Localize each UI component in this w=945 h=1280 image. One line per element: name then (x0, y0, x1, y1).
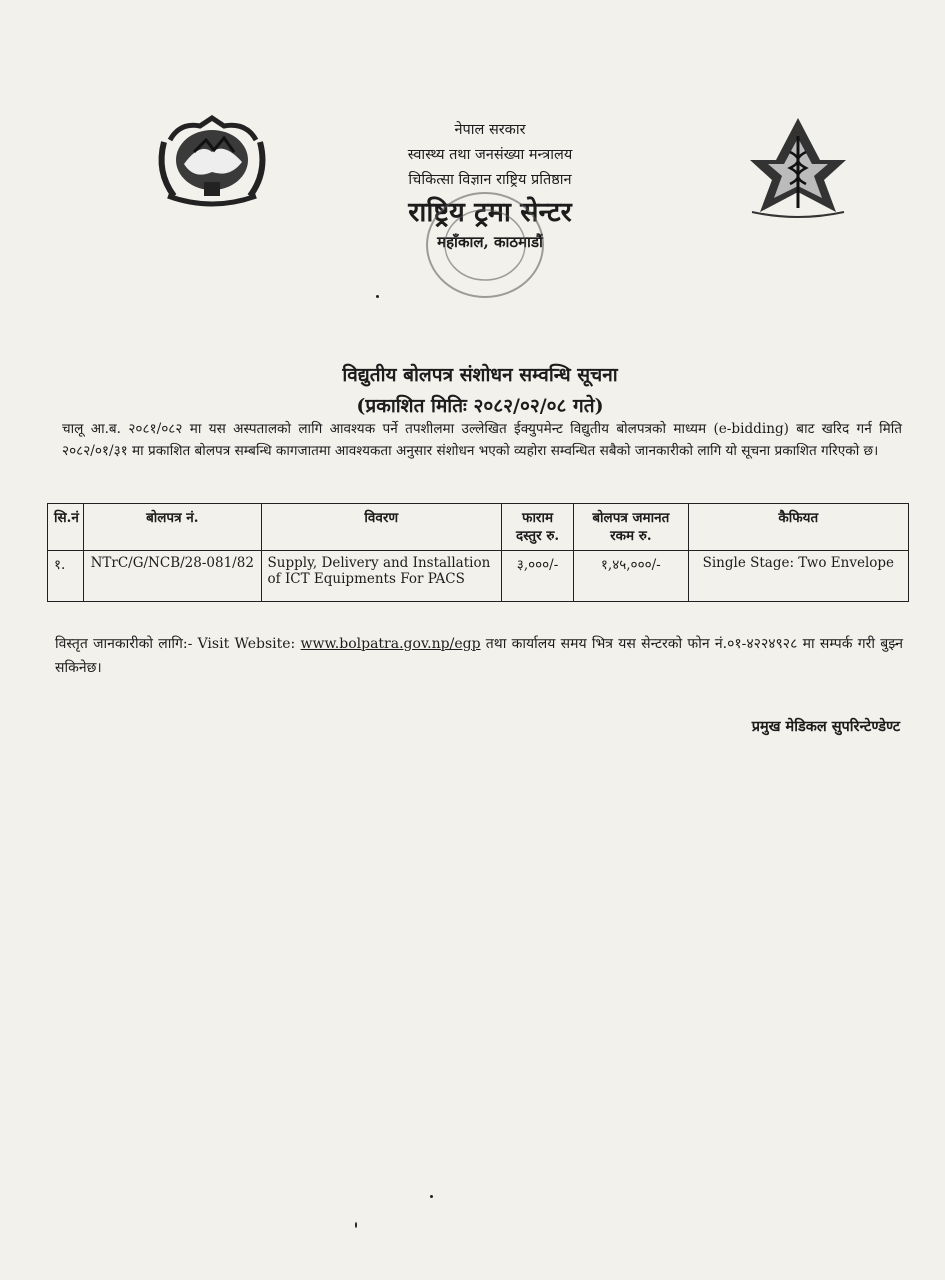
ministry-name: स्वास्थ्य तथा जनसंख्या मन्त्रालय (407, 147, 573, 163)
cell-remarks: Single Stage: Two Envelope (688, 551, 908, 602)
trauma-center-logo-icon (742, 112, 854, 222)
institute-name: चिकित्सा विज्ञान राष्ट्रिय प्रतिष्ठान (408, 172, 572, 188)
nepal-government-emblem-icon (150, 112, 275, 212)
table-header-row (48, 504, 909, 551)
notice-title: विद्युतीय बोलपत्र संशोधन सम्वन्धि सूचना (342, 364, 618, 386)
cell-description: Supply, Delivery and Installation of ICT Equipments For PACS (261, 551, 502, 602)
contact-info: विस्तृत जानकारीको लागि:- Visit Website: www.bolpatra.gov.np/egp तथा कार्यालय समय भित्र यस सेन्टरको फोन नं.०१-४२२४९२८ मा सम्पर्क गरी बुझ्न सकिनेछ। (55, 636, 903, 676)
notice-published-date: (प्रकाशित मितिः २०८२/०२/०८ गते) (356, 395, 604, 417)
cell-form-fee: ३,०००/- (502, 551, 574, 602)
scan-speck (430, 1195, 433, 1198)
notice-body: चालू आ.ब. २०८१/०८२ मा यस अस्पतालको लागि आवश्यक पर्ने तपशीलमा उल्लेखित ईक्युपमेन्ट विद्युतीय बोलपत्रको माध्यम (e-bidding) बाट खरिद गर्न मिति २०८२/०१/३१ मा प्रकाशित बोलपत्र सम्बन्धि कागजातमा आवश्यकता अनुसार संशोधन भएको व्यहोरा सम्वन्धित सबैको जानकारीको लागि यो सूचना प्रकाशित गरिएको छ। (62, 421, 902, 459)
scan-speck (376, 295, 379, 298)
cell-bid-bond: १,४५,०००/- (574, 551, 689, 602)
signatory-title: प्रमुख मेडिकल सुपरिन्टेण्डेण्ट (751, 718, 900, 735)
bolpatra-website-link[interactable]: www.bolpatra.gov.np/egp (300, 636, 481, 652)
header-bid-no: बोलपत्र नं. (83, 504, 261, 551)
header-sn: सि.नं (48, 504, 84, 551)
header-remarks: कैफियत (688, 504, 908, 551)
table-row (48, 551, 909, 602)
tender-table (47, 503, 909, 602)
center-location: महाँकाल, काठमाडौं (437, 233, 543, 251)
header-description: विवरण (261, 504, 502, 551)
center-name: राष्ट्रिय ट्रमा सेन्टर (408, 197, 572, 228)
cell-bid-no: NTrC/G/NCB/28-081/82 (83, 551, 261, 602)
letterhead (360, 118, 620, 253)
government-name: नेपाल सरकार (454, 122, 526, 138)
cell-sn: १. (48, 551, 84, 602)
scan-speck (355, 1222, 357, 1228)
header-form-fee: फाराम दस्तुर रु. (502, 504, 574, 551)
header-bid-bond: बोलपत्र जमानत रकम रु. (574, 504, 689, 551)
